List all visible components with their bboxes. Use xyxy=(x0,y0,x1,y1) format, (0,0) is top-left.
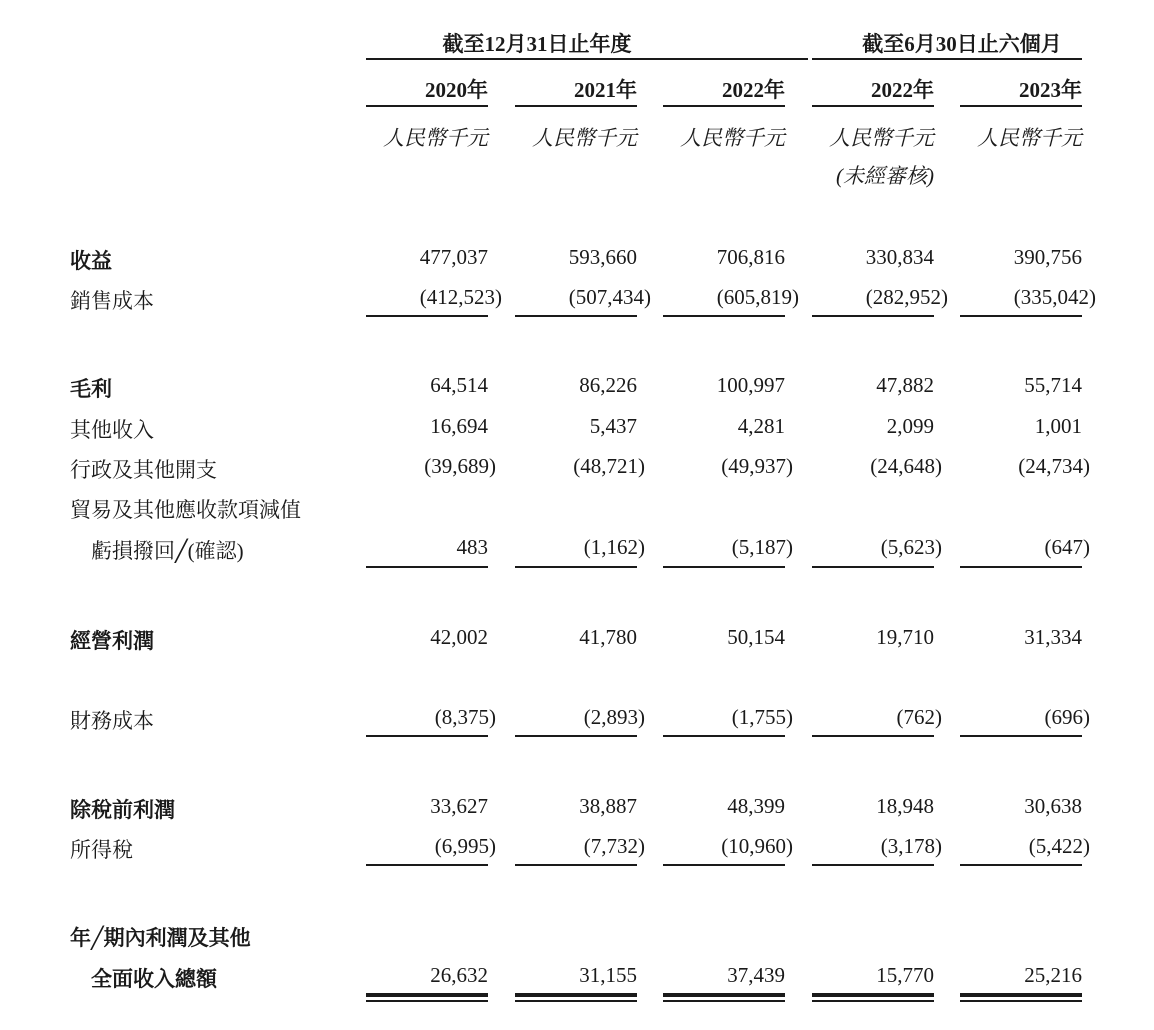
year-header: 2022年 xyxy=(722,78,785,102)
cell-impairment: (647) xyxy=(1044,535,1090,559)
subtotal-rule xyxy=(663,735,785,737)
subtotal-rule xyxy=(366,315,488,317)
header-group-annual: 截至12月31日止年度 xyxy=(442,32,632,56)
cell-profit-before-tax: 18,948 xyxy=(876,794,934,818)
cell-impairment: (5,187) xyxy=(731,535,793,559)
subtotal-rule xyxy=(366,735,488,737)
subtotal-rule xyxy=(366,864,488,866)
cell-income-tax: (5,422) xyxy=(1028,834,1090,858)
cell-gross-profit: 55,714 xyxy=(1024,373,1082,397)
cell-profit-before-tax: 30,638 xyxy=(1024,794,1082,818)
cell-total-comprehensive: 37,439 xyxy=(727,963,785,987)
subtotal-rule xyxy=(960,315,1082,317)
cell-finance-costs: (696) xyxy=(1044,705,1090,729)
cell-operating-profit: 31,334 xyxy=(1024,625,1082,649)
cell-other-income: 4,281 xyxy=(737,414,785,438)
cell-operating-profit: 41,780 xyxy=(579,625,637,649)
unit-label: 人民幣千元 xyxy=(977,126,1082,150)
cell-total-comprehensive: 15,770 xyxy=(876,963,934,987)
cell-admin-expenses: (24,648) xyxy=(870,454,942,478)
subtotal-rule xyxy=(960,735,1082,737)
year-header: 2020年 xyxy=(425,78,488,102)
row-label-total-line2: 全面收入總額 xyxy=(91,967,217,991)
row-label-profit-before-tax: 除稅前利潤 xyxy=(70,798,175,822)
cell-gross-profit: 100,997 xyxy=(716,373,785,397)
cell-admin-expenses: (49,937) xyxy=(721,454,793,478)
subtotal-rule xyxy=(663,315,785,317)
subtotal-rule xyxy=(812,864,934,866)
cell-total-comprehensive: 25,216 xyxy=(1024,963,1082,987)
cell-finance-costs: (2,893) xyxy=(583,705,645,729)
subtotal-rule xyxy=(960,566,1082,568)
cell-revenue: 593,660 xyxy=(568,245,637,269)
cell-finance-costs: (8,375) xyxy=(434,705,496,729)
cell-admin-expenses: (48,721) xyxy=(573,454,645,478)
unit-label: 人民幣千元 xyxy=(383,126,488,150)
subtotal-rule xyxy=(515,315,637,317)
subtotal-rule xyxy=(960,864,1082,866)
header-group-annual-rule xyxy=(366,58,808,60)
total-double-rule xyxy=(515,1000,637,1002)
row-label-finance-costs: 財務成本 xyxy=(70,709,154,733)
cell-income-tax: (6,995) xyxy=(434,834,496,858)
year-header-rule xyxy=(366,105,488,107)
subtotal-rule xyxy=(366,566,488,568)
subtotal-rule xyxy=(515,735,637,737)
subtotal-rule xyxy=(812,735,934,737)
cell-cost-of-sales: (412,523) xyxy=(419,285,502,309)
total-double-rule xyxy=(812,993,934,997)
cell-cost-of-sales: (605,819) xyxy=(716,285,799,309)
subtotal-rule xyxy=(663,566,785,568)
subtotal-rule xyxy=(663,864,785,866)
cell-profit-before-tax: 38,887 xyxy=(579,794,637,818)
cell-gross-profit: 86,226 xyxy=(579,373,637,397)
unit-label: 人民幣千元 xyxy=(532,126,637,150)
cell-admin-expenses: (39,689) xyxy=(424,454,496,478)
cell-operating-profit: 19,710 xyxy=(876,625,934,649)
total-double-rule xyxy=(515,993,637,997)
row-label-impairment-line1: 貿易及其他應收款項減值 xyxy=(70,498,301,522)
cell-cost-of-sales: (335,042) xyxy=(1013,285,1096,309)
cell-cost-of-sales: (507,434) xyxy=(568,285,651,309)
cell-total-comprehensive: 31,155 xyxy=(579,963,637,987)
total-double-rule xyxy=(663,993,785,997)
row-label-admin-expenses: 行政及其他開支 xyxy=(70,458,217,482)
cell-impairment: (5,623) xyxy=(880,535,942,559)
year-header-rule xyxy=(515,105,637,107)
subtotal-rule xyxy=(812,566,934,568)
cell-profit-before-tax: 48,399 xyxy=(727,794,785,818)
header-group-half-rule xyxy=(812,58,1082,60)
cell-other-income: 1,001 xyxy=(1034,414,1082,438)
row-label-impairment-line2: 虧損撥回╱(確認) xyxy=(91,539,244,563)
row-label-other-income: 其他收入 xyxy=(70,418,154,442)
cell-impairment: (1,162) xyxy=(583,535,645,559)
unit-label: 人民幣千元 xyxy=(829,126,934,150)
row-label-gross-profit: 毛利 xyxy=(70,377,112,401)
year-header-rule xyxy=(812,105,934,107)
cell-other-income: 16,694 xyxy=(430,414,488,438)
subtotal-rule xyxy=(515,864,637,866)
cell-income-tax: (10,960) xyxy=(721,834,793,858)
cell-impairment: 483 xyxy=(456,535,488,559)
cell-admin-expenses: (24,734) xyxy=(1018,454,1090,478)
cell-income-tax: (3,178) xyxy=(880,834,942,858)
year-header: 2022年 xyxy=(871,78,934,102)
unaudited-label: (未經審核) xyxy=(836,164,934,188)
row-label-cost-of-sales: 銷售成本 xyxy=(70,289,154,313)
cell-total-comprehensive: 26,632 xyxy=(430,963,488,987)
row-label-operating-profit: 經營利潤 xyxy=(70,629,154,653)
year-header: 2021年 xyxy=(574,78,637,102)
total-double-rule xyxy=(812,1000,934,1002)
cell-operating-profit: 42,002 xyxy=(430,625,488,649)
cell-revenue: 706,816 xyxy=(716,245,785,269)
cell-finance-costs: (1,755) xyxy=(731,705,793,729)
subtotal-rule xyxy=(515,566,637,568)
total-double-rule xyxy=(960,993,1082,997)
cell-other-income: 5,437 xyxy=(589,414,637,438)
cell-revenue: 477,037 xyxy=(419,245,488,269)
header-group-half: 截至6月30日止六個月 xyxy=(862,32,1062,56)
unit-label: 人民幣千元 xyxy=(680,126,785,150)
cell-revenue: 330,834 xyxy=(865,245,934,269)
year-header-rule xyxy=(663,105,785,107)
cell-profit-before-tax: 33,627 xyxy=(430,794,488,818)
cell-operating-profit: 50,154 xyxy=(727,625,785,649)
cell-finance-costs: (762) xyxy=(896,705,942,729)
row-label-income-tax: 所得稅 xyxy=(70,838,133,862)
total-double-rule xyxy=(663,1000,785,1002)
subtotal-rule xyxy=(812,315,934,317)
cell-income-tax: (7,732) xyxy=(583,834,645,858)
total-double-rule xyxy=(366,1000,488,1002)
cell-other-income: 2,099 xyxy=(886,414,934,438)
total-double-rule xyxy=(366,993,488,997)
year-header-rule xyxy=(960,105,1082,107)
cell-cost-of-sales: (282,952) xyxy=(865,285,948,309)
cell-gross-profit: 47,882 xyxy=(876,373,934,397)
total-double-rule xyxy=(960,1000,1082,1002)
row-label-total-line1: 年╱期內利潤及其他 xyxy=(70,926,251,950)
cell-gross-profit: 64,514 xyxy=(430,373,488,397)
row-label-revenue: 收益 xyxy=(70,249,112,273)
cell-revenue: 390,756 xyxy=(1013,245,1082,269)
year-header: 2023年 xyxy=(1019,78,1082,102)
